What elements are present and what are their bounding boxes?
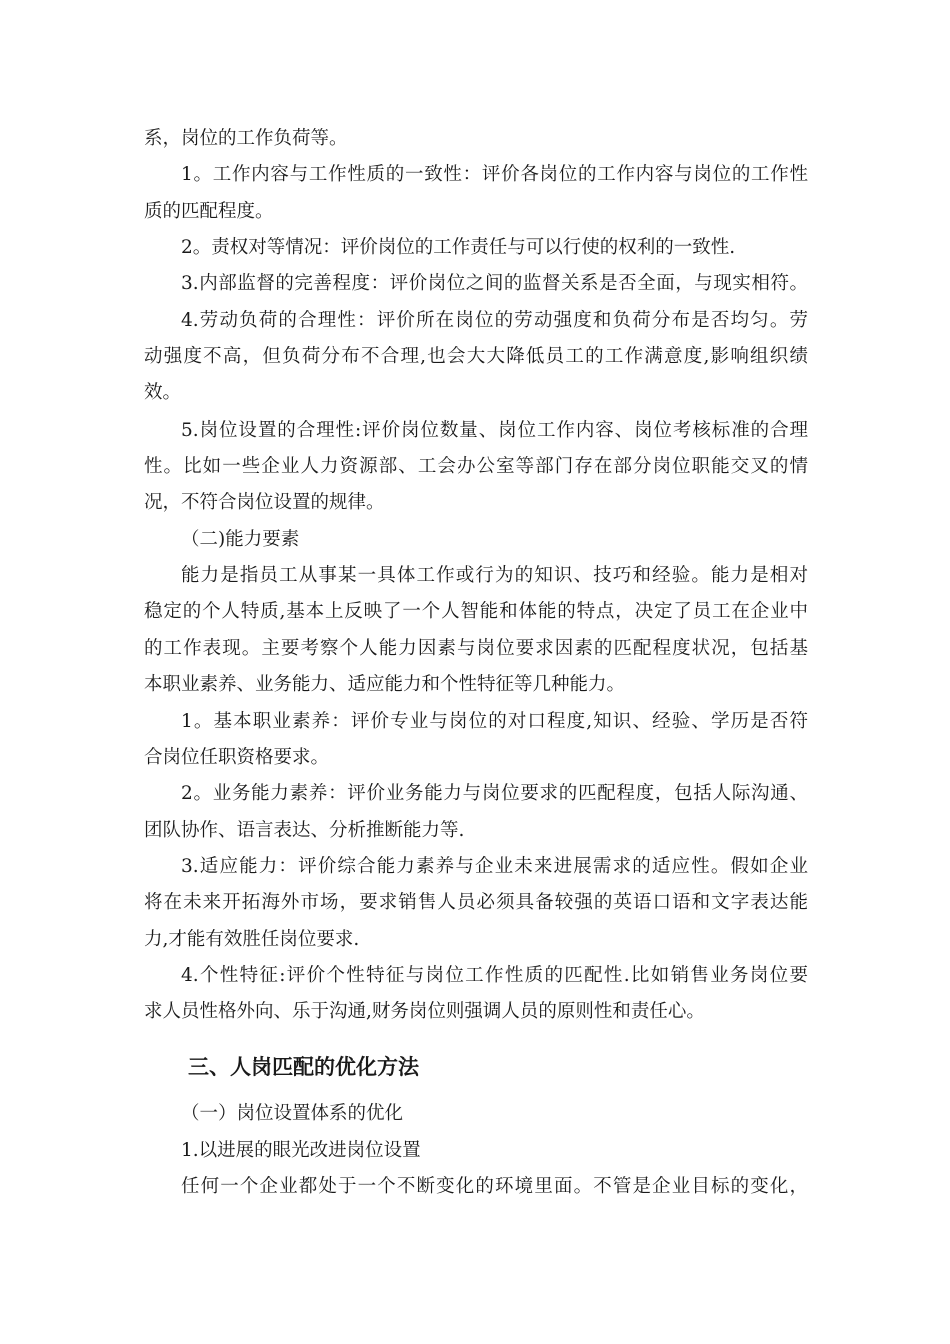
body-line: 1。工作内容与工作性质的一致性：评价各岗位的工作内容与岗位的工作性 [181,164,808,185]
body-line: 况，不符合岗位设置的规律。 [144,492,385,513]
body-line: 求人员性格外向、乐于沟通,财务岗位则强调人员的原则性和责任心。 [144,1001,705,1022]
body-line: 动强度不高，但负荷分布不合理,也会大大降低员工的工作满意度,影响组织绩 [144,346,808,367]
body-line: 4.个性特征:评价个性特征与岗位工作性质的匹配性.比如销售业务岗位要 [181,965,808,986]
body-line: 团队协作、语言表达、分析推断能力等. [144,820,465,841]
body-line: 任何一个企业都处于一个不断变化的环境里面。不管是企业目标的变化， [181,1176,808,1197]
body-line: 的工作表现。主要考察个人能力因素与岗位要求因素的匹配程度状况，包括基 [144,638,808,659]
body-line: 合岗位任职资格要求。 [144,747,330,768]
subsection-heading: （二)能力要素 [181,529,300,550]
body-line: 3.适应能力：评价综合能力素养与企业未来进展需求的适应性。假如企业 [181,856,808,877]
body-line: 1。基本职业素养：评价专业与岗位的对口程度,知识、经验、学历是否符 [181,711,808,732]
body-line: 2。责权对等情况：评价岗位的工作责任与可以行使的权利的一致性. [181,237,736,258]
body-line: 3.内部监督的完善程度：评价岗位之间的监督关系是否全面，与现实相符。 [181,273,808,294]
body-line: 性。比如一些企业人力资源部、工会办公室等部门存在部分岗位职能交叉的情 [144,456,808,477]
body-line: 质的匹配程度。 [144,201,274,222]
body-line: 将在未来开拓海外市场，要求销售人员必须具备较强的英语口语和文字表达能 [144,892,808,913]
body-line: 稳定的个人特质,基本上反映了一个人智能和体能的特点，决定了员工在企业中 [144,601,808,622]
body-line: 5.岗位设置的合理性:评价岗位数量、岗位工作内容、岗位考核标准的合理 [181,420,808,441]
body-line: 本职业素养、业务能力、适应能力和个性特征等几种能力。 [144,674,626,695]
section-heading: 三、人岗匹配的优化方法 [188,1055,419,1079]
body-line: 能力是指员工从事某一具体工作或行为的知识、技巧和经验。能力是相对 [181,565,808,586]
body-line: 力,才能有效胜任岗位要求. [144,929,360,950]
body-line: 系，岗位的工作负荷等。 [144,128,348,149]
body-line: 4.劳动负荷的合理性：评价所在岗位的劳动强度和负荷分布是否均匀。劳 [181,310,808,331]
subsection-heading: （一）岗位设置体系的优化 [181,1103,404,1124]
body-line: 效。 [144,382,182,403]
subsection-heading: 1.以进展的眼光改进岗位设置 [181,1140,421,1161]
body-line: 2。业务能力素养：评价业务能力与岗位要求的匹配程度，包括人际沟通、 [181,783,808,804]
